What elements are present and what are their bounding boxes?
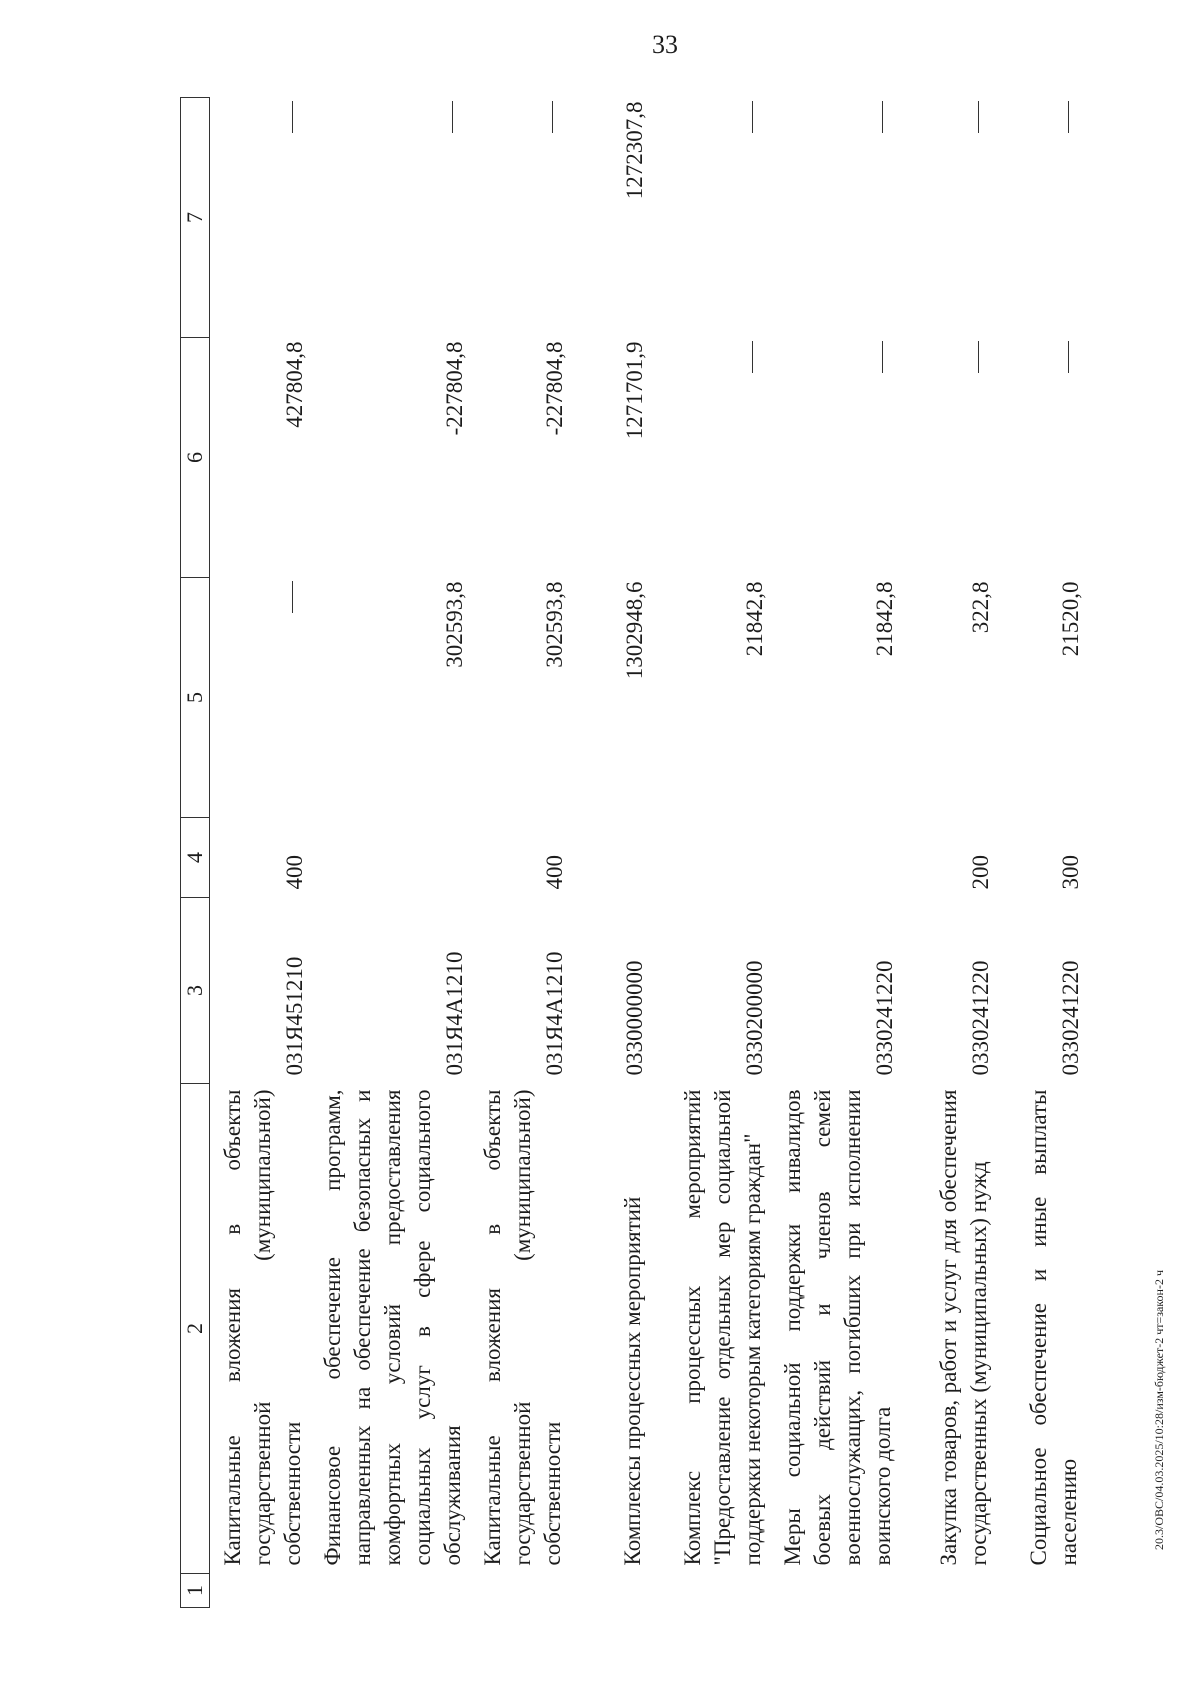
dash-mark (752, 102, 753, 134)
cell-name: Социальное обеспечение и иные выплаты населению (1025, 1089, 1081, 1566)
cell-value-5: 322,8 (967, 581, 993, 634)
cell-name: Меры социальной поддержки инвалидов боевых действий и членов семей военнослужащих, погибших при исполнении воинского долга (779, 1089, 895, 1566)
cell-code: 031Я4А1210 (441, 951, 467, 1076)
dash-mark (882, 102, 883, 134)
cell-name: Закупка товаров, работ и услуг для обеспечения государственных (муниципальных) нужд (935, 1089, 991, 1566)
cell-value-7: 1272307,8 (621, 101, 647, 200)
dash-mark (978, 342, 979, 374)
header-col-4: 4 (181, 818, 210, 898)
header-col-7: 7 (181, 98, 210, 338)
cell-code: 031Я451210 (281, 956, 307, 1076)
cell-value-7-dash (654, 98, 774, 338)
table-row (474, 98, 574, 1608)
cell-value-5: 21842,8 (871, 581, 897, 657)
cell-value-6-dash (904, 338, 1000, 578)
dash-mark (292, 102, 293, 134)
cell-value-5: 21842,8 (741, 581, 767, 657)
cell-value-7-dash (314, 98, 474, 338)
header-col-2: 2 (181, 1084, 210, 1574)
cell-code: 0330241220 (1057, 960, 1083, 1076)
cell-code: 0330000000 (621, 960, 647, 1076)
header-col-1: 1 (181, 1574, 210, 1608)
header-col-3: 3 (181, 898, 210, 1084)
cell-value-6: -227804,8 (441, 341, 467, 436)
cell-value-7-dash (904, 98, 1000, 338)
dash-mark (978, 102, 979, 134)
dash-mark (1068, 342, 1069, 374)
table-row (904, 98, 1000, 1608)
cell-type: 400 (281, 855, 307, 890)
table-row (574, 98, 654, 1608)
cell-name: Капитальные вложения в объекты государственной (муниципальной) собственности (479, 1089, 565, 1566)
table-row (314, 98, 474, 1608)
table-row (774, 98, 904, 1608)
cell-type (774, 818, 904, 898)
cell-value-6-dash (1000, 338, 1090, 578)
cell-type (654, 818, 774, 898)
cell-value-5: 302593,8 (541, 581, 567, 668)
cell-name: Капитальные вложения в объекты государственной (муниципальной) собственности (219, 1089, 305, 1566)
cell-name: Комплекс процессных мероприятий "Предоставление отдельных мер социальной поддержки некоторым категориям граждан" (679, 1089, 765, 1566)
dash-mark (752, 342, 753, 374)
cell-value-6: 1271701,9 (621, 341, 647, 440)
header-row (181, 98, 210, 1608)
cell-code: 0330200000 (741, 960, 767, 1076)
cell-value-5: 21520,0 (1057, 581, 1083, 657)
footer-stamp: 20.3/ОВС/04.03.2025/10:28/изм-бюджет-2 чт=закон-2 ч (1152, 1270, 1166, 1550)
cell-type (574, 818, 654, 898)
cell-code: 031Я4А1210 (541, 951, 567, 1076)
cell-code: 0330241220 (871, 960, 897, 1076)
cell-index (210, 1574, 314, 1608)
cell-value-6: 427804,8 (281, 341, 307, 428)
cell-value-5-dash (210, 578, 314, 818)
cell-index (574, 1574, 654, 1608)
header-col-6: 6 (181, 338, 210, 578)
cell-type: 200 (967, 855, 993, 890)
dash-mark (452, 102, 453, 134)
table-row (654, 98, 774, 1608)
cell-value-7-dash (1000, 98, 1090, 338)
cell-index (774, 1574, 904, 1608)
table-row (1000, 98, 1090, 1608)
cell-index (904, 1574, 1000, 1608)
cell-value-6-dash (654, 338, 774, 578)
rotated-table-container (180, 98, 1083, 1608)
cell-value-6-dash (774, 338, 904, 578)
cell-type (314, 818, 474, 898)
dash-mark (1068, 102, 1069, 134)
cell-value-6: -227804,8 (541, 341, 567, 436)
cell-index (1000, 1574, 1090, 1608)
cell-type: 400 (541, 855, 567, 890)
cell-index (474, 1574, 574, 1608)
dash-mark (552, 102, 553, 134)
cell-value-7-dash (774, 98, 904, 338)
page-number: 33 (652, 30, 678, 59)
cell-value-7-dash (474, 98, 574, 338)
cell-value-5: 1302948,6 (621, 581, 647, 680)
dash-mark (882, 342, 883, 374)
dash-mark (292, 582, 293, 614)
cell-code: 0330241220 (967, 960, 993, 1076)
budget-table (180, 97, 1090, 1608)
cell-index (654, 1574, 774, 1608)
header-col-5: 5 (181, 578, 210, 818)
cell-value-5: 302593,8 (441, 581, 467, 668)
cell-value-7-dash (210, 98, 314, 338)
cell-index (314, 1574, 474, 1608)
cell-name: Финансовое обеспечение программ, направленных на обеспечение безопасных и комфортных условий предоставления социальных услуг в сфере социального обслуживания (319, 1089, 465, 1566)
cell-name: Комплексы процессных мероприятий (619, 1196, 645, 1566)
table-row (210, 98, 314, 1608)
cell-type: 300 (1057, 855, 1083, 890)
